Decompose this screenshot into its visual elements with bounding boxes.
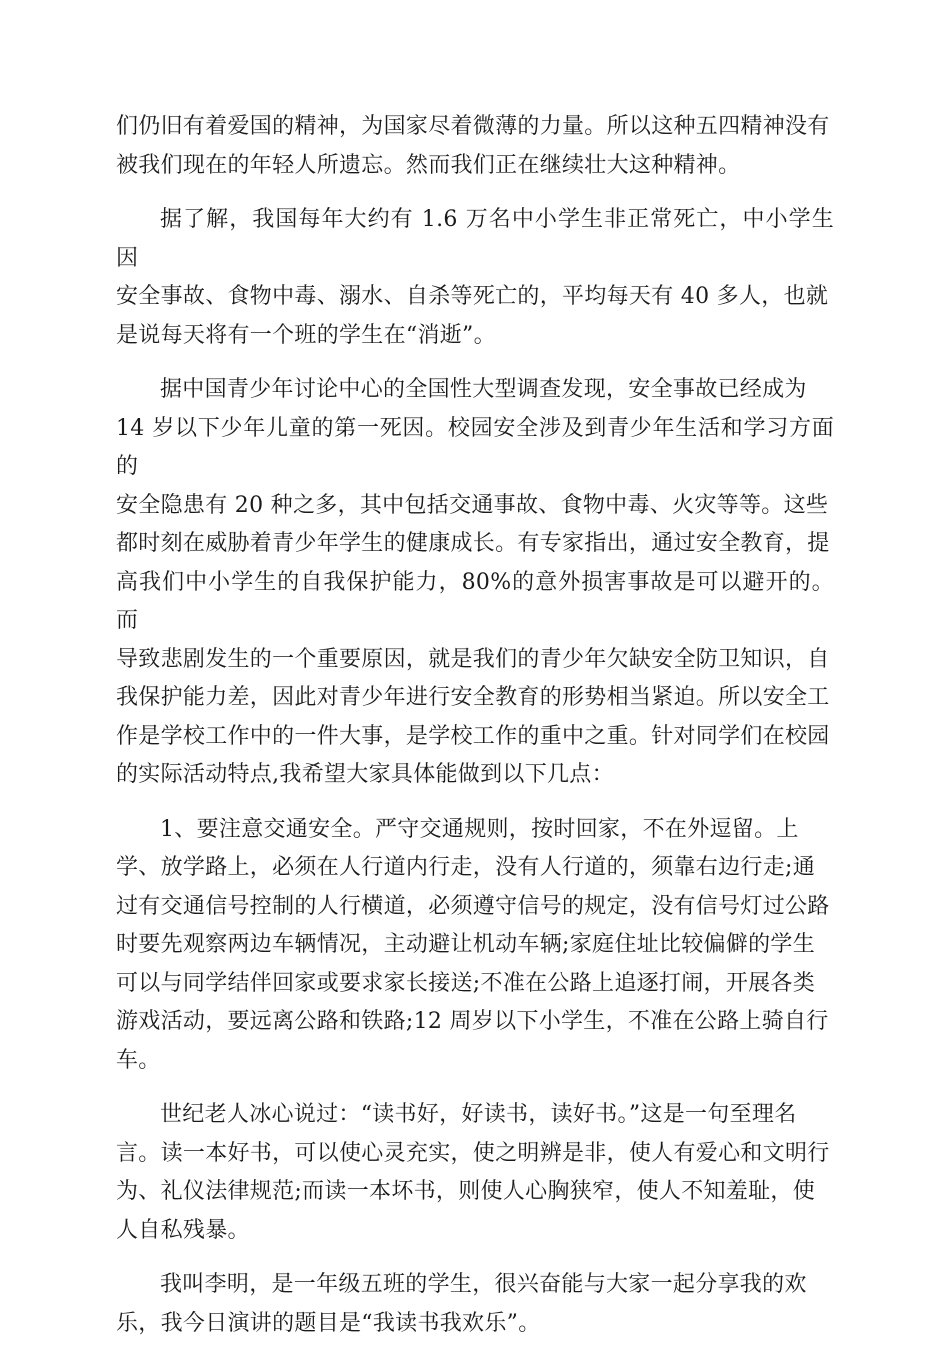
paragraph-traffic-safety: 1、要注意交通安全。严守交通规则，按时回家，不在外逗留。上 学、放学路上，必须在人行道内行走，没有人行道的，须靠右边行走;通 过有交通信号控制的人行横道，必须遵守信号的规定，没有信号灯过公路 时要先观察两边车辆情况，主动避让机动车辆;家庭住址比较偏僻的学生 可以与同学结伴回家或要求家长接送;不准在公路上追逐打闹，开展各类 游戏活动，要远离公路和铁路;12 周岁以下小学生，不准在公路上骑自行 车。 <box>116 816 830 1073</box>
paragraph-student-deaths: 据了解，我国每年大约有 1.6 万名中小学生非正常死亡，中小学生因 安全事故、食物中毒、溺水、自杀等死亡的，平均每天有 40 多人，也就 是说每天将有一个班的学生在“消逝”。 <box>116 207 834 348</box>
paragraph-reading-quote: 世纪老人冰心说过：“读书好，好读书，读好书。”这是一句至理名 言。读一本好书，可以使心灵充实，使之明辨是非，使人有爱心和文明行 为、礼仪法律规范;而读一本坏书，则使人心胸狭窄，使人不知羞耻，使 人自私残暴。 <box>116 1102 830 1243</box>
paragraph-safety-survey: 据中国青少年讨论中心的全国性大型调查发现，安全事故已经成为 14 岁以下少年儿童的第一死因。校园安全涉及到青少年生活和学习方面的 安全隐患有 20 种之多，其中包括交通事故、食物中毒、火灾等等。这些 都时刻在威胁着青少年学生的健康成长。有专家指出，通过安全教育，提 高我们中小学生的自我保护能力，80%的意外损害事故是可以避开的。而 导致悲剧发生的一个重要原因，就是我们的青少年欠缺安全防卫知识，自 我保护能力差，因此对青少年进行安全教育的形势相当紧迫。所以安全工 作是学校工作中的一件大事，是学校工作的重中之重。针对同学们在校园 的实际活动特点,我希望大家具体能做到以下几点： <box>116 377 834 787</box>
paragraph-continued: 们仍旧有着爱国的精神，为国家尽着微薄的力量。所以这种五四精神没有 被我们现在的年轻人所遗忘。然而我们正在继续壮大这种精神。 <box>116 114 830 178</box>
document-body <box>116 108 834 1359</box>
paragraph-speech-intro: 我叫李明，是一年级五班的学生，很兴奋能与大家一起分享我的欢 乐，我今日演讲的题目是“我读书我欢乐”。 <box>116 1272 807 1336</box>
